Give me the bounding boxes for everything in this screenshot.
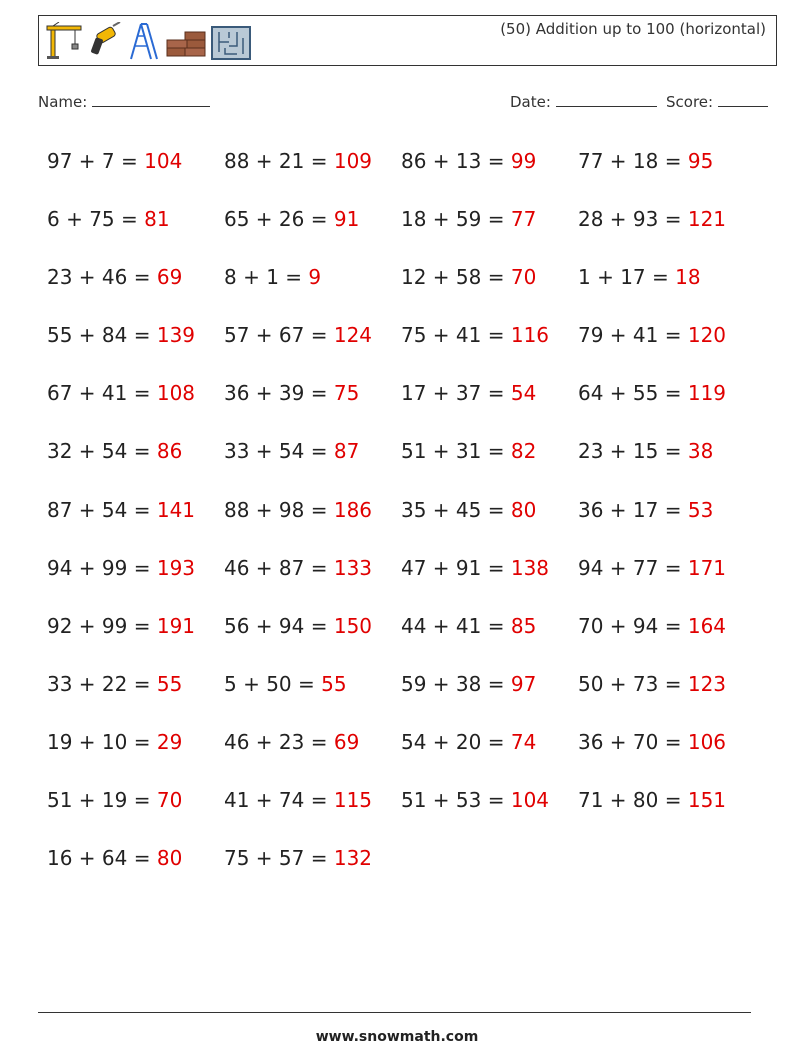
problem-item [401, 726, 578, 784]
problem-question: 33 + 22 = [47, 671, 151, 696]
problem-grid [47, 145, 755, 900]
problem-answer: 38 [687, 439, 714, 464]
problem-question: 75 + 41 = [401, 323, 505, 348]
problem-answer: 69 [333, 729, 360, 754]
problem-question: 70 + 94 = [578, 613, 682, 638]
problem-question: 75 + 57 = [224, 846, 328, 871]
problem-item [578, 203, 755, 261]
problem-item [224, 610, 401, 668]
problem-question: 88 + 98 = [224, 497, 328, 522]
problem-item [578, 435, 755, 493]
problem-answer: 124 [333, 323, 373, 348]
problem-question: 6 + 75 = [47, 207, 138, 232]
problem-item [578, 494, 755, 552]
problem-answer: 91 [333, 207, 360, 232]
problem-answer: 191 [156, 613, 196, 638]
bricks-icon [165, 22, 207, 60]
crane-icon [45, 22, 83, 60]
problem-question: 47 + 91 = [401, 555, 505, 580]
problem-item [47, 610, 224, 668]
date-label: Date: [510, 93, 551, 111]
problem-item [578, 668, 755, 726]
maze-icon [211, 26, 251, 60]
problem-item [47, 552, 224, 610]
problem-question: 28 + 93 = [578, 207, 682, 232]
problem-answer: 120 [687, 323, 727, 348]
problem-answer: 151 [687, 788, 727, 813]
problem-item [47, 319, 224, 377]
problem-answer: 80 [510, 497, 537, 522]
problem-answer: 87 [333, 439, 360, 464]
problem-question: 44 + 41 = [401, 613, 505, 638]
problem-question: 51 + 19 = [47, 788, 151, 813]
problem-question: 46 + 87 = [224, 555, 328, 580]
problem-answer: 70 [510, 265, 537, 290]
problem-item [47, 145, 224, 203]
problem-question: 18 + 59 = [401, 207, 505, 232]
name-field [38, 92, 210, 111]
problem-item [224, 842, 401, 900]
problem-item [401, 494, 578, 552]
problem-question: 23 + 46 = [47, 265, 151, 290]
footer-website: www.snowmath.com [315, 1029, 479, 1045]
problem-answer: 123 [687, 671, 727, 696]
score-field [666, 92, 768, 111]
problem-question: 36 + 17 = [578, 497, 682, 522]
problem-question: 23 + 15 = [578, 439, 682, 464]
problem-question: 56 + 94 = [224, 613, 328, 638]
problem-answer: 133 [333, 555, 373, 580]
problem-answer: 82 [510, 439, 537, 464]
problem-question: 77 + 18 = [578, 149, 682, 173]
problem-item [47, 261, 224, 319]
problem-answer: 132 [333, 846, 373, 871]
name-label: Name: [38, 93, 88, 111]
problem-item [47, 726, 224, 784]
score-label: Score: [666, 93, 714, 111]
problem-question: 79 + 41 = [578, 323, 682, 348]
problem-question: 86 + 13 = [401, 149, 505, 173]
problem-question: 12 + 58 = [401, 265, 505, 290]
problem-question: 46 + 23 = [224, 729, 328, 754]
problem-question: 65 + 26 = [224, 207, 328, 232]
problem-question: 51 + 31 = [401, 439, 505, 464]
problem-question: 64 + 55 = [578, 381, 682, 406]
problem-answer: 97 [510, 671, 537, 696]
problem-question: 88 + 21 = [224, 149, 328, 173]
problem-answer: 53 [687, 497, 714, 522]
problem-item [224, 145, 401, 203]
problem-item [224, 494, 401, 552]
problem-item [401, 668, 578, 726]
problem-question: 59 + 38 = [401, 671, 505, 696]
date-field [510, 92, 657, 111]
problem-answer: 193 [156, 555, 196, 580]
problem-question: 94 + 77 = [578, 555, 682, 580]
problem-question: 97 + 7 = [47, 149, 138, 173]
problem-answer: 106 [687, 729, 727, 754]
problem-question: 36 + 39 = [224, 381, 328, 406]
problem-item [47, 377, 224, 435]
problem-answer: 85 [510, 613, 537, 638]
problem-question: 1 + 17 = [578, 265, 669, 290]
problem-item [401, 377, 578, 435]
problem-item [47, 435, 224, 493]
problem-answer: 29 [156, 729, 183, 754]
problem-item [401, 203, 578, 261]
problem-question: 55 + 84 = [47, 323, 151, 348]
problem-item [401, 145, 578, 203]
problem-answer: 171 [687, 555, 727, 580]
drill-icon [87, 22, 123, 60]
problem-item [47, 668, 224, 726]
problem-answer: 138 [510, 555, 550, 580]
problem-question: 32 + 54 = [47, 439, 151, 464]
problem-question: 17 + 37 = [401, 381, 505, 406]
problem-item [224, 319, 401, 377]
problem-answer: 164 [687, 613, 727, 638]
problem-item [224, 435, 401, 493]
problem-item [578, 552, 755, 610]
problem-answer: 139 [156, 323, 196, 348]
problem-answer: 74 [510, 729, 537, 754]
problem-item [578, 377, 755, 435]
problem-question: 33 + 54 = [224, 439, 328, 464]
problem-question: 67 + 41 = [47, 381, 151, 406]
problem-answer: 108 [156, 381, 196, 406]
problem-question: 35 + 45 = [401, 497, 505, 522]
problem-question: 36 + 70 = [578, 729, 682, 754]
problem-answer: 104 [510, 788, 550, 813]
problem-answer: 9 [308, 265, 322, 290]
problem-item [224, 726, 401, 784]
problem-answer: 115 [333, 788, 373, 813]
header-icons [45, 22, 251, 60]
problem-item [401, 784, 578, 842]
problem-question: 19 + 10 = [47, 729, 151, 754]
problem-answer: 116 [510, 323, 550, 348]
problem-item [224, 261, 401, 319]
problem-answer: 104 [144, 149, 183, 173]
problem-answer: 119 [687, 381, 727, 406]
problem-item [47, 842, 224, 900]
problem-answer: 99 [510, 149, 537, 173]
problem-item [578, 610, 755, 668]
problem-answer: 77 [510, 207, 537, 232]
problem-item [578, 145, 755, 203]
problem-answer: 86 [156, 439, 183, 464]
problem-item [401, 552, 578, 610]
problem-item [224, 203, 401, 261]
problem-item [224, 552, 401, 610]
problem-question: 16 + 64 = [47, 846, 151, 871]
problem-answer: 55 [156, 671, 183, 696]
problem-item [224, 668, 401, 726]
problem-item [224, 377, 401, 435]
problem-question: 51 + 53 = [401, 788, 505, 813]
problem-answer: 55 [321, 671, 347, 696]
problem-question: 5 + 50 = [224, 671, 315, 696]
problem-item [578, 784, 755, 842]
problem-item [401, 261, 578, 319]
problem-question: 94 + 99 = [47, 555, 151, 580]
problem-question: 41 + 74 = [224, 788, 328, 813]
worksheet-header [38, 15, 777, 66]
problem-question: 71 + 80 = [578, 788, 682, 813]
problem-item [401, 435, 578, 493]
problem-question: 50 + 73 = [578, 671, 682, 696]
date-blank[interactable] [556, 92, 657, 107]
problem-item [578, 726, 755, 784]
problem-item [224, 784, 401, 842]
problem-item [401, 319, 578, 377]
problem-answer: 69 [156, 265, 183, 290]
ladder-icon [127, 22, 161, 60]
problem-answer: 186 [333, 497, 373, 522]
problem-item [47, 784, 224, 842]
problem-question: 57 + 67 = [224, 323, 328, 348]
problem-question: 92 + 99 = [47, 613, 151, 638]
problem-answer: 150 [333, 613, 373, 638]
problem-answer: 54 [510, 381, 537, 406]
score-blank[interactable] [718, 92, 768, 107]
problem-answer: 109 [333, 149, 373, 173]
worksheet-title: (50) Addition up to 100 (horizontal) [500, 20, 766, 38]
problem-item [578, 261, 755, 319]
problem-answer: 81 [144, 207, 170, 232]
problem-item [578, 319, 755, 377]
problem-question: 8 + 1 = [224, 265, 303, 290]
problem-answer: 18 [675, 265, 701, 290]
problem-answer: 80 [156, 846, 183, 871]
problem-question: 87 + 54 = [47, 497, 151, 522]
problem-answer: 75 [333, 381, 360, 406]
problem-answer: 121 [687, 207, 727, 232]
name-blank[interactable] [92, 92, 210, 107]
problem-answer: 141 [156, 497, 196, 522]
problem-answer: 70 [156, 788, 183, 813]
footer-divider [38, 1012, 751, 1013]
problem-answer: 95 [687, 149, 714, 173]
problem-item [401, 610, 578, 668]
problem-question: 54 + 20 = [401, 729, 505, 754]
problem-item [47, 203, 224, 261]
problem-item [47, 494, 224, 552]
